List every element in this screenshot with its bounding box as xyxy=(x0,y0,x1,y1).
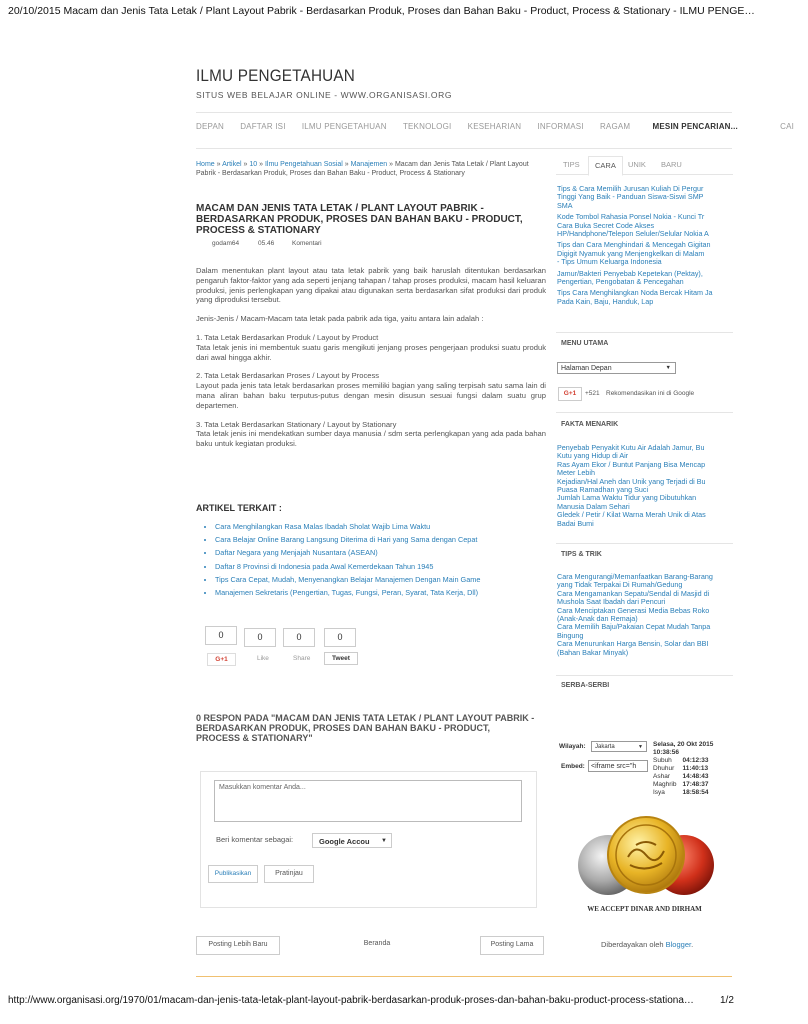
prayer-row xyxy=(653,781,715,789)
nav-item-teknologi[interactable]: TEKNOLOGI xyxy=(402,122,452,131)
dinar-caption: WE ACCEPT DINAR AND DIRHAM xyxy=(587,905,702,913)
nav-search[interactable]: MESIN PENCARIAN... xyxy=(652,122,738,131)
post-paragraph: Layout pada jenis tata letak berdasarkan proses memiliki bagian yang saling terpisah satu sama lain di mana aliran bahan baku terputus-putus dengan mesin disusun sesuai fungsi dalam suatu grup departemen. xyxy=(196,381,546,410)
sidebar-link[interactable]: Meter Lebih xyxy=(557,468,595,478)
chevron-down-icon: ▼ xyxy=(381,838,387,844)
sidebar-link[interactable]: Kejadian/Hal Aneh dan Unik yang Terjadi di Bu xyxy=(557,476,706,486)
post-subheading: 3. Tata Letak Berdasarkan Stationary / Layout by Stationary xyxy=(196,419,397,429)
post-paragraph: Dalam menentukan plant layout atau tata letak pabrik yang baik haruslah ditentukan berdasarkan pengaruh faktor-faktor yang ada seperti jenjang tahapan / tahap proses produksi, macam hasil keluaran produksi, jenis perlengkapan yang dipakai atau digunakan serta berdasarkan sifat produksi dari produk yang diproduksi tersebut. xyxy=(196,266,546,305)
breadcrumb-separator: » xyxy=(214,161,223,168)
prayer-time: 14:48:43 xyxy=(682,773,709,780)
sidebar-link[interactable]: Jamur/Bakteri Penyebab Kepetekan (Pektay), xyxy=(557,268,703,278)
prayer-name: Isya xyxy=(653,789,665,796)
nav-item-daftar-isi[interactable]: DAFTAR ISI xyxy=(240,122,286,131)
sidebar-link[interactable]: Puasa Ramadhan yang Suci xyxy=(557,485,649,495)
tab-links-list xyxy=(557,185,733,306)
publish-button[interactable]: Publikasikan xyxy=(208,865,258,883)
sidebar-link[interactable]: Pada Kain, Baju, Handuk, Lap xyxy=(557,296,654,306)
breadcrumb-separator: » xyxy=(241,161,250,168)
tweet-button[interactable]: Tweet xyxy=(324,652,358,665)
sidebar-link[interactable]: Cara Mengurangi/Memanfaatkan Barang-Barang xyxy=(557,572,713,581)
menu-select[interactable] xyxy=(557,362,676,374)
tips-list xyxy=(557,573,733,657)
sidebar-link[interactable]: Cara Mengamankan Sepatu/Sendal di Masjid di xyxy=(557,588,710,598)
home-button[interactable]: Beranda xyxy=(356,936,398,953)
comment-input[interactable]: Masukkan komentar Anda... xyxy=(214,780,522,822)
prayer-name: Ashar xyxy=(653,773,670,780)
nav-item-keseharian[interactable]: KESEHARIAN xyxy=(467,122,522,131)
nav-item-cut[interactable]: CAI xyxy=(780,122,795,131)
post-paragraph: Jenis-Jenis / Macam-Macam tata letak pada pabrik ada tiga, yaitu antara lain adalah : xyxy=(196,314,484,324)
comment-as-label: Beri komentar sebagai: xyxy=(216,835,294,844)
tab-baru[interactable]: BARU xyxy=(661,160,682,169)
nav-item-ilmu-pengetahuan[interactable]: ILMU PENGETAHUAN xyxy=(301,122,387,131)
tips-trik-heading: TIPS & TRIK xyxy=(561,551,602,558)
chevron-down-icon: ▼ xyxy=(638,744,643,750)
breadcrumb-separator: » xyxy=(342,161,351,168)
nav-item-informasi[interactable]: INFORMASI xyxy=(537,122,584,131)
prayer-name: Dhuhur xyxy=(653,765,675,772)
sidebar-link[interactable]: Jumlah Lama Waktu Tidur yang Dibutuhkan xyxy=(557,493,697,503)
print-header: 20/10/2015 Macam dan Jenis Tata Letak / Plant Layout Pabrik - Berdasarkan Produk, Proses dan Bahan Baku - Product, Process & Stationary - ILMU PENGE… xyxy=(8,5,755,17)
chevron-down-icon: ▼ xyxy=(665,365,671,371)
sidebar-link[interactable]: Kode Tombol Rahasia Ponsel Nokia - Kunci Tr xyxy=(557,212,705,222)
sidebar-link[interactable]: Cara Menciptakan Generasi Media Bebas Roko xyxy=(557,605,710,615)
prayer-date: Selasa, 20 Okt 2015 xyxy=(653,741,714,748)
sidebar-link[interactable]: Badai Bumi xyxy=(557,518,594,528)
sidebar-link[interactable]: Cara Memilih Baju/Pakaian Cepat Mudah Tanpa xyxy=(557,622,711,632)
print-page-number: 1/2 xyxy=(720,995,734,1006)
preview-button[interactable]: Pratinjau xyxy=(264,865,314,883)
sidebar-divider xyxy=(556,675,733,676)
sidebar-link[interactable]: (Bahan Bakar Minyak) xyxy=(557,647,629,657)
comments-heading: 0 RESPON PADA "MACAM DAN JENIS TATA LETAK / PLANT LAYOUT PABRIK - BERDASARKAN PRODUK, PROSES DAN BAHAN BAKU - PRODUCT, PROCESS & STATIONARY" xyxy=(196,713,535,743)
prayer-row xyxy=(653,757,715,765)
post-subheading: 1. Tata Letak Berdasarkan Produk / Layout by Product xyxy=(196,332,379,342)
powered-by-period: . xyxy=(691,940,694,949)
related-heading: ARTIKEL TERKAIT : xyxy=(196,503,282,513)
sidebar-link[interactable]: Digigit Nyamuk yang Menjengkelkan di Malam xyxy=(557,248,705,258)
menu-utama-heading: MENU UTAMA xyxy=(561,340,609,347)
sidebar-link[interactable]: Tips & Cara Memilih Jurusan Kuliah Di Pergur xyxy=(557,184,704,193)
sidebar-link[interactable]: - Tips Umum Keluarga Indonesia xyxy=(557,257,662,267)
print-footer-url: http://www.organisasi.org/1970/01/macam-dan-jenis-tata-letak-plant-layout-pabrik-berdasarkan-produk-proses-dan-bahan-baku-product-process-stationa… xyxy=(8,995,694,1006)
nav-divider-top xyxy=(196,112,732,113)
gplus-button[interactable]: G+1 xyxy=(207,653,236,666)
dinar-dirham-banner[interactable] xyxy=(556,805,733,915)
gplus-count-sidebar: +521 xyxy=(585,390,600,397)
comment-account-select[interactable] xyxy=(312,833,392,848)
post-paragraph: Tata letak jenis ini membentuk suatu garis mengikuti jenjang proses pengerjaan produksi suatu produk dari awal hingga akhir. xyxy=(196,342,546,362)
tab-tips[interactable]: TIPS xyxy=(563,160,580,169)
related-link[interactable]: • Manajemen Sekretaris (Pengertian, Tugas, Fungsi, Peran, Syarat, Tata Kerja, Dll) xyxy=(215,586,560,599)
prayer-name: Maghrib xyxy=(653,781,677,788)
sidebar-link[interactable]: SMA xyxy=(557,200,573,210)
prayer-clock: 10:38:56 xyxy=(653,749,680,756)
sidebar-divider xyxy=(556,332,733,333)
sidebar-link[interactable]: Cara Menurunkan Harga Bensin, Solar dan BBI xyxy=(557,639,709,649)
related-link[interactable]: • Tips Cara Cepat, Mudah, Menyenangkan Belajar Manajemen Dengan Main Game xyxy=(215,573,560,586)
prayer-row xyxy=(653,773,715,781)
post-body xyxy=(196,266,546,458)
nav-item-depan[interactable]: DEPAN xyxy=(196,122,224,131)
breadcrumb-current: » Macam dan Jenis Tata Letak / Plant Layout Pabrik - Berdasarkan Produk, Proses dan Bahan Baku - Product, Process & Stationary xyxy=(196,161,529,177)
sidebar-link[interactable]: Tips dan Cara Menghindari & Mencegah Gigitan xyxy=(557,240,711,250)
blogger-link[interactable]: Blogger xyxy=(665,940,692,949)
breadcrumb-home[interactable]: Home xyxy=(196,161,215,168)
comment-account-value: Google Accou xyxy=(319,837,370,846)
related-link[interactable]: • Cara Menghilangkan Rasa Malas Ibadah Sholat Wajib Lima Waktu xyxy=(215,520,560,533)
nav-divider-bottom xyxy=(196,148,732,149)
sidebar-link[interactable]: Tinggi Yang Baik - Panduan Siswa-Siswi SMP xyxy=(557,192,704,202)
post-comments-link[interactable]: Komentari xyxy=(292,240,322,247)
fakta-list xyxy=(557,444,733,528)
sidebar-link[interactable]: Kutu yang Hidup di Air xyxy=(557,451,629,461)
gplus-recommend-text: Rekomendasikan ini di Google xyxy=(606,390,695,397)
related-link[interactable]: • Daftar 8 Provinsi di Indonesia pada Awal Kemerdekaan Tahun 1945 xyxy=(215,560,560,573)
tab-cara[interactable]: CARA xyxy=(588,156,623,176)
fakta-heading: FAKTA MENARIK xyxy=(561,421,619,428)
sidebar-link[interactable]: Pengertian, Pengobatan & Pencegahan xyxy=(557,277,684,287)
wilayah-label: Wilayah: xyxy=(559,743,586,750)
sidebar-link[interactable]: yang Tidak Terpakai Di Rumah/Gedung xyxy=(557,580,683,590)
sidebar-gplus-button[interactable]: G+1 xyxy=(558,387,582,401)
embed-label: Embed: xyxy=(561,763,585,770)
related-link[interactable]: • Daftar Negara yang Menjajah Nusantara (ASEAN) xyxy=(215,546,560,559)
prayer-time: 11:40:13 xyxy=(682,765,709,772)
nav-item-ragam[interactable]: RAGAM xyxy=(599,122,631,131)
prayer-table xyxy=(653,757,715,797)
sidebar-link[interactable]: Manusia Dalam Sehari xyxy=(557,501,630,511)
post-paragraph: Tata letak jenis ini mendekatkan sumber daya manusia / sdm serta perlengkapan yang ada pada bahan baku untuk kegiatan produksi. xyxy=(196,429,546,449)
newer-posts-button[interactable]: Posting Lebih Baru xyxy=(196,936,280,955)
prayer-time: 04:12:33 xyxy=(682,757,709,764)
main-nav xyxy=(196,122,795,136)
prayer-name: Subuh xyxy=(653,757,672,764)
share-label[interactable]: Share xyxy=(293,655,311,662)
site-title[interactable]: ILMU PENGETAHUAN xyxy=(196,66,356,85)
like-count: 0 xyxy=(244,628,276,647)
breadcrumb-separator: » xyxy=(257,161,265,168)
sidebar-link[interactable]: (Anak-Anak dan Remaja) xyxy=(557,614,638,624)
sidebar-link[interactable]: Cara Buka Secret Code Akses xyxy=(557,220,655,230)
post-title: MACAM DAN JENIS TATA LETAK / PLANT LAYOUT PABRIK - BERDASARKAN PRODUK, PROSES DAN BAHAN BAKU - PRODUCT, PROCESS & STATIONARY xyxy=(196,203,523,236)
menu-select-value: Halaman Depan xyxy=(561,365,612,372)
breadcrumb-manajemen[interactable]: Manajemen xyxy=(350,161,388,168)
sidebar-divider xyxy=(556,543,733,544)
share-count: 0 xyxy=(283,628,315,647)
prayer-row xyxy=(653,789,715,797)
prayer-times xyxy=(653,741,715,797)
tab-unik[interactable]: UNIK xyxy=(628,160,646,169)
embed-code-input[interactable]: <iframe src="h xyxy=(588,760,648,772)
sidebar-link[interactable]: Gledek / Petir / Kilat Warna Merah Unik di Atas xyxy=(557,510,706,520)
sidebar-link[interactable]: Ras Ayam Ekor / Buntut Panjang Bisa Mencap xyxy=(557,459,706,469)
prayer-time: 18:58:54 xyxy=(682,789,709,796)
breadcrumb-10[interactable]: 10 xyxy=(249,161,258,168)
related-list xyxy=(203,520,560,599)
powered-by xyxy=(601,940,693,949)
serba-serbi-heading: SERBA-SERBI xyxy=(561,682,610,689)
prayer-time: 17:48:37 xyxy=(682,781,709,788)
sidebar-link[interactable]: HP/Handphone/Telepon Seluler/Selular Nokia A xyxy=(557,229,709,239)
post-subheading: 2. Tata Letak Berdasarkan Proses / Layout by Process xyxy=(196,371,380,381)
older-posts-button[interactable]: Posting Lama xyxy=(480,936,544,955)
related-link[interactable]: • Cara Belajar Online Barang Langsung Diterima di Hari yang Sama dengan Cepat xyxy=(215,533,560,546)
tweet-count: 0 xyxy=(324,628,356,647)
sidebar-link[interactable]: Mushola Saat Ibadah dari Pencuri xyxy=(557,597,666,607)
powered-by-label: Diberdayakan oleh xyxy=(601,940,664,949)
like-label[interactable]: Like xyxy=(257,655,269,662)
post-author[interactable]: godam64 xyxy=(212,240,240,247)
footer-divider xyxy=(196,976,732,977)
wilayah-select[interactable] xyxy=(591,741,647,752)
sidebar-link[interactable]: Bingung xyxy=(557,630,584,640)
wilayah-value: Jakarta xyxy=(595,744,615,750)
sidebar-divider xyxy=(556,412,733,413)
gplus-count: 0 xyxy=(205,626,237,645)
breadcrumb xyxy=(196,160,536,178)
dinar-dirham-coins-image xyxy=(556,805,733,915)
sidebar-link[interactable]: Penyebab Penyakit Kutu Air Adalah Jamur, Bu xyxy=(557,443,705,452)
breadcrumb-ilmu-sosial[interactable]: Ilmu Pengetahuan Sosial xyxy=(264,161,343,168)
post-time[interactable]: 05.46 xyxy=(258,240,275,247)
site-description: SITUS WEB BELAJAR ONLINE - WWW.ORGANISASI.ORG xyxy=(196,90,453,100)
breadcrumb-artikel[interactable]: Artikel xyxy=(222,161,242,168)
sidebar-link[interactable]: Tips Cara Menghilangkan Noda Bercak Hitam Ja xyxy=(557,288,713,298)
prayer-row xyxy=(653,765,715,773)
